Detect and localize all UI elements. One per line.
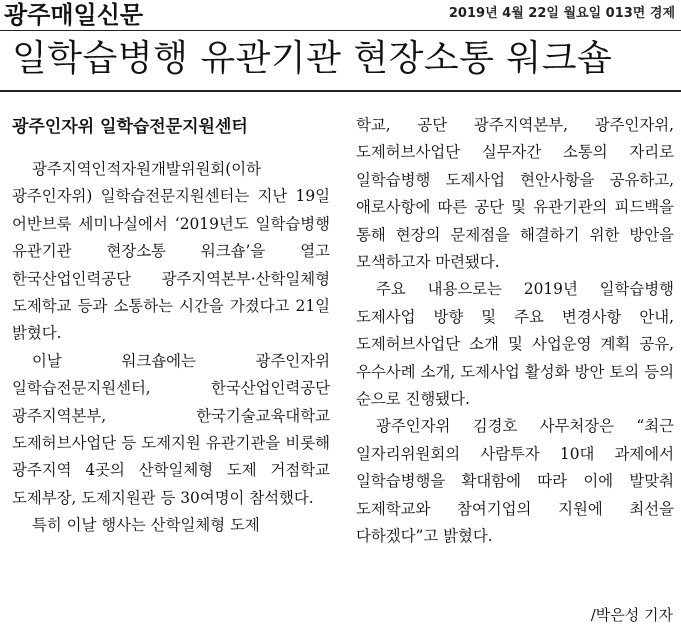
- article-paragraph: 특히 이날 행사는 산학일체형 도제: [32, 516, 260, 535]
- article-subhead: 광주인자위 일학습전문지원센터: [12, 117, 248, 137]
- reporter-byline: /박은성 기자: [590, 606, 673, 624]
- article-paragraph: 학교, 공단 광주지역본부, 광주인자위, 도제허브사업단 실무자간 소통의 자리로 일학습병행 도제사업 현안사항을 공유하고, 애로사항에 따른 공단 및 유관기관의 피드백을 통해 현장의 문제점을 해결하기 위한 방안을 모색하고자 마련됐다.: [356, 116, 674, 272]
- masthead: [0, 0, 681, 31]
- edition-date-page: 2019년 4월 22일 월요일 013면 경제: [448, 6, 675, 21]
- newspaper-name: 광주매일신문: [4, 1, 144, 29]
- article-paragraph: 광주인자위 김경호 사무처장은 “최근 일자리위원회의 사람투자 10대 과제에서 일학습병행을 확대함에 따라 이에 발맞춰 도제학교와 참여기업의 지원에 최선을 다하겠다”고 밝혔다.: [356, 417, 674, 546]
- article-paragraph: 광주지역인적자원개발위원회(이하 광주인자위) 일학습전문지원센터는 지난 19일 어반브룩 세미나실에서 ‘2019년도 일학습병행 유관기관 현장소통 워크숍’을 열고 한국산업인력공단 광주지역본부·산학일체형 도제학교 등과 소통하는 시간을 가졌다고 21일 밝혔다.: [12, 160, 330, 343]
- article-column-left: [12, 112, 330, 540]
- headline-divider: [0, 90, 681, 92]
- article-paragraph: 이날 워크숍에는 광주인자위 일학습전문지원센터, 한국산업인력공단 광주지역본부, 한국기술교육대학교 도제허브사업단 등 도제지원 유관기관을 비롯해 광주지역 4곳의 산학일체형 도제 거점학교 도제부장, 도제지원관 등 30여명이 참석했다.: [12, 351, 330, 507]
- article-headline: 일학습병행 유관기관 현장소통 워크숍: [12, 38, 613, 79]
- article-paragraph: 주요 내용으로는 2019년 일학습병행 도제사업 방향 및 주요 변경사항 안내, 도제허브사업단 소개 및 사업운영 계획 공유, 우수사례 소개, 도제사업 활성화 방안 토의 등의 순으로 진행됐다.: [356, 280, 674, 409]
- article-column-right: [356, 112, 674, 551]
